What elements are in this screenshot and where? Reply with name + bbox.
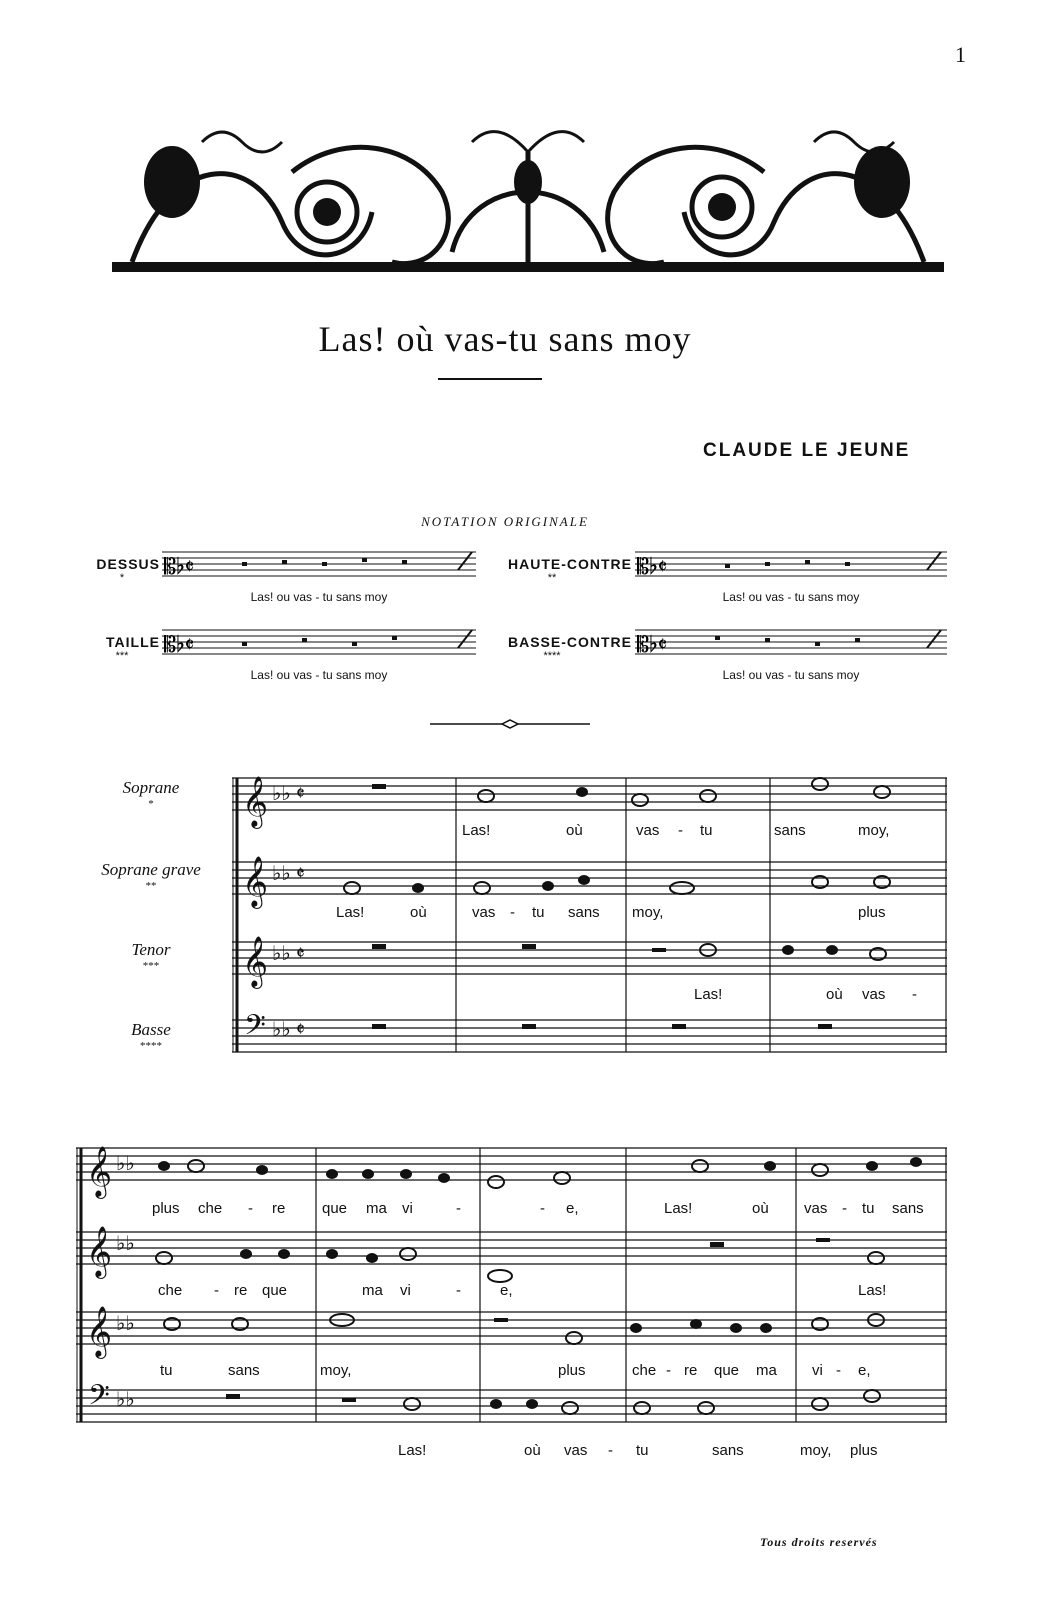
lyrics-system1-soprane-grave: Las! où vas - tu sans moy, plus — [336, 904, 886, 921]
piece-title: Las! où vas-tu sans moy — [318, 319, 692, 359]
title-rule — [438, 378, 542, 380]
incipit-staff-basse-contre — [635, 626, 947, 660]
svg-text:♭♭ 𝄵: ♭♭ 𝄵 — [272, 783, 305, 805]
svg-text:𝄡♭𝄵: 𝄡♭𝄵 — [637, 632, 668, 657]
lyrics-system1-soprane: Las! où vas - tu sans moy, — [462, 822, 890, 839]
incipit-stars-dessus: * — [119, 572, 125, 584]
voice-label-soprane-grave: Soprane grave — [101, 860, 201, 879]
voice-stars-basse: **** — [140, 1040, 162, 1052]
svg-text:♭♭: ♭♭ — [116, 1233, 135, 1255]
incipit-stars-basse-contre: **** — [543, 650, 561, 662]
lyrics-system2-basse: Las! où vas - tu sans moy, plus — [398, 1442, 878, 1459]
incipit-label-haute-contre: HAUTE-CONTRE — [508, 556, 632, 572]
rights-notice: Tous droits reservés — [760, 1535, 878, 1549]
svg-text:♭♭ 𝄵: ♭♭ 𝄵 — [272, 1019, 305, 1041]
composer-name: CLAUDE LE JEUNE — [703, 440, 911, 461]
svg-text:𝄞: 𝄞 — [86, 1227, 113, 1276]
lyrics-system1-tenor: Las! où vas - — [694, 986, 917, 1003]
incipit-lyric-haute-contre: Las! ou vas - tu sans moy — [722, 590, 860, 604]
svg-text:𝄡♭𝄵: 𝄡♭𝄵 — [164, 554, 195, 579]
lyrics-system2-soprane-grave: che - re que ma vi - e, Las! — [158, 1282, 887, 1299]
svg-text:♭♭: ♭♭ — [116, 1153, 135, 1175]
svg-text:𝄡♭𝄵: 𝄡♭𝄵 — [637, 554, 668, 579]
incipit-staff-haute-contre — [635, 548, 947, 582]
svg-text:𝄞: 𝄞 — [242, 777, 269, 826]
svg-text:𝄞: 𝄞 — [86, 1147, 113, 1196]
incipit-label-dessus: DESSUS — [96, 556, 160, 572]
incipit-stars-haute-contre: ** — [547, 572, 557, 584]
incipit-staff-taille — [162, 626, 476, 660]
voice-label-tenor: Tenor — [131, 940, 171, 959]
incipit-lyric-dessus: Las! ou vas - tu sans moy — [250, 590, 388, 604]
voice-stars-soprane-grave: ** — [145, 880, 157, 892]
lyrics-system2-soprane: plus che - re que ma vi - - e, Las! où vas - tu sans — [152, 1200, 924, 1217]
svg-text:𝄡♭𝄵: 𝄡♭𝄵 — [164, 632, 195, 657]
incipit-label-basse-contre: BASSE-CONTRE — [507, 634, 632, 650]
page-number: 1 — [955, 42, 966, 67]
voice-label-soprane: Soprane — [122, 778, 180, 797]
svg-text:𝄢: 𝄢 — [244, 1011, 266, 1048]
voice-stars-soprane: * — [148, 798, 154, 810]
incipit-stars-taille: *** — [115, 650, 129, 662]
notation-heading: NOTATION ORIGINALE — [421, 514, 589, 529]
svg-text:♭♭ 𝄵: ♭♭ 𝄵 — [272, 943, 305, 965]
svg-text:♭♭: ♭♭ — [116, 1389, 135, 1411]
incipit-lyric-taille: Las! ou vas - tu sans moy — [250, 668, 388, 682]
svg-text:𝄞: 𝄞 — [242, 937, 269, 986]
svg-text:♭♭ 𝄵: ♭♭ 𝄵 — [272, 863, 305, 885]
svg-text:𝄢: 𝄢 — [88, 1381, 110, 1418]
voice-label-basse: Basse — [131, 1020, 171, 1039]
incipit-lyric-basse-contre: Las! ou vas - tu sans moy — [722, 668, 860, 682]
incipit-staff-dessus — [162, 548, 476, 582]
svg-text:𝄞: 𝄞 — [242, 857, 269, 906]
lyrics-system2-tenor: tu sans moy, plus che - re que ma vi - e, — [160, 1362, 871, 1379]
svg-text:♭♭: ♭♭ — [116, 1313, 135, 1335]
ornament-header — [112, 112, 944, 282]
svg-text:𝄞: 𝄞 — [86, 1307, 113, 1356]
incipit-label-taille: TAILLE — [106, 634, 160, 650]
voice-stars-tenor: *** — [142, 960, 160, 972]
section-separator — [430, 716, 590, 732]
